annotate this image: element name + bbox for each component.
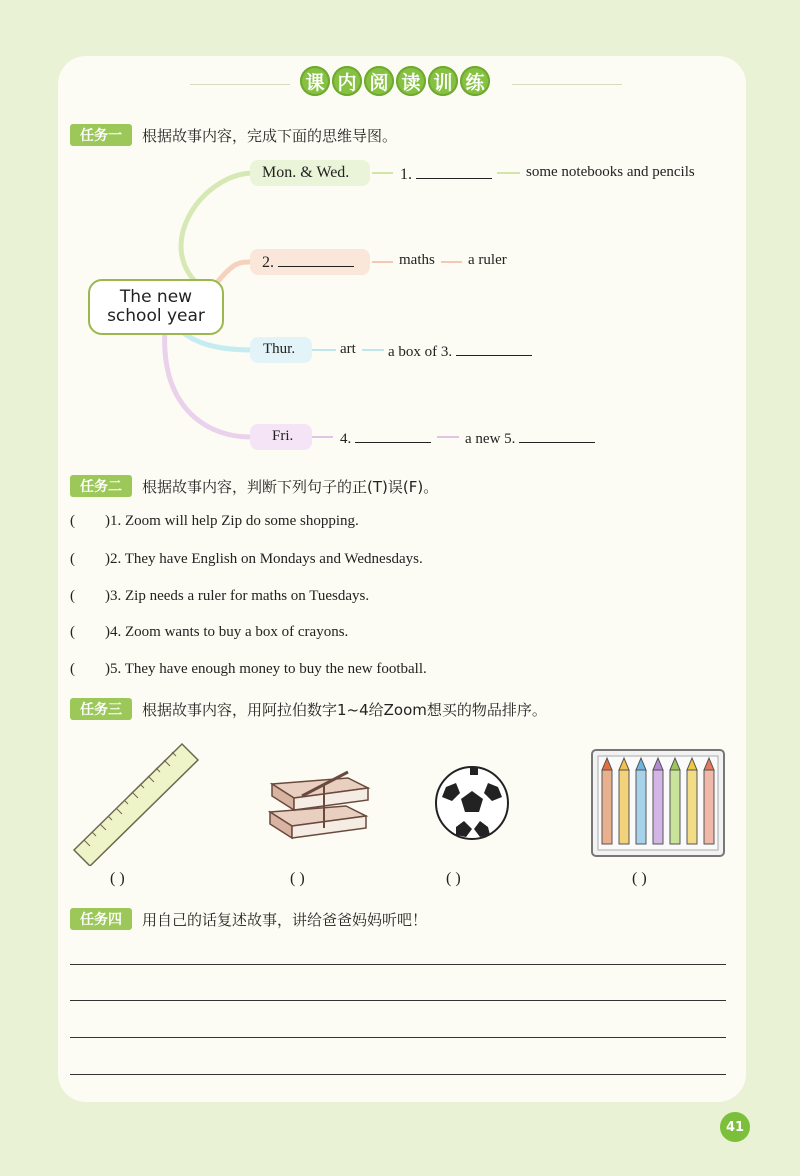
title-char: 练	[460, 66, 490, 96]
answer-blank-3[interactable]	[456, 341, 532, 356]
task4-label: 任务四	[70, 908, 132, 930]
statement-row	[70, 588, 369, 605]
branch-tue-day: 2.	[262, 252, 354, 272]
task3-instruction: 根据故事内容，用阿拉伯数字1~4给Zoom想买的物品排序。	[142, 701, 547, 719]
task3-label: 任务三	[70, 698, 132, 720]
branch-line-tue	[215, 262, 255, 285]
answer-paren[interactable]: ( )	[70, 551, 110, 567]
rank-paren-football[interactable]: ( )	[446, 870, 461, 887]
task4-instruction: 用自己的话复述故事，讲给爸爸妈妈听吧！	[142, 911, 428, 929]
branch-tue-item: a ruler	[468, 252, 507, 268]
ruler-icon	[70, 738, 202, 866]
answer-paren[interactable]: ( )	[70, 588, 110, 604]
branch-line-mon	[181, 173, 252, 290]
task2-instruction: 根据故事内容，判断下列句子的正(T)误(F)。	[142, 478, 439, 496]
statement-text: 1. Zoom will help Zip do some shopping.	[110, 513, 359, 529]
writing-line[interactable]	[70, 964, 726, 965]
branch-fri-item: a new 5.	[465, 428, 595, 448]
statement-text: 4. Zoom wants to buy a box of crayons.	[110, 624, 349, 640]
task1-instruction: 根据故事内容，完成下面的思维导图。	[142, 127, 398, 145]
statement-text: 2. They have English on Mondays and Wednesdays.	[110, 551, 423, 567]
branch-thur-day: Thur.	[263, 341, 296, 357]
statement-row	[70, 513, 359, 530]
branch-fri-subject: 4.	[340, 428, 431, 448]
answer-blank-5[interactable]	[519, 428, 595, 443]
branch-thur-subject: art	[340, 341, 356, 357]
branch-mon-day: Mon. & Wed.	[262, 164, 350, 181]
title-char: 阅	[364, 66, 394, 96]
statement-text: 5. They have enough money to buy the new football.	[110, 661, 427, 677]
rank-paren-crayons[interactable]: ( )	[632, 870, 647, 887]
answer-blank-4[interactable]	[355, 428, 431, 443]
task1-label: 任务一	[70, 124, 132, 146]
statement-text: 3. Zip needs a ruler for maths on Tuesdays.	[110, 588, 370, 604]
football-icon	[434, 765, 510, 841]
crayons-icon	[590, 748, 726, 858]
rank-paren-books[interactable]: ( )	[290, 870, 305, 887]
writing-line[interactable]	[70, 1000, 726, 1001]
writing-line[interactable]	[70, 1037, 726, 1038]
title-char: 训	[428, 66, 458, 96]
rank-paren-ruler[interactable]: ( )	[110, 870, 125, 887]
answer-blank-1[interactable]	[416, 164, 492, 179]
task2-label: 任务二	[70, 475, 132, 497]
branch-mon-item2: some notebooks and pencils	[526, 164, 695, 180]
branch-tue-subject: maths	[399, 252, 435, 268]
mindmap-branches	[0, 0, 800, 480]
title-char: 内	[332, 66, 362, 96]
branch-fri-day: Fri.	[272, 428, 294, 444]
answer-blank-2[interactable]	[278, 252, 354, 267]
title-char: 课	[300, 66, 330, 96]
writing-line[interactable]	[70, 1074, 726, 1075]
answer-paren[interactable]: ( )	[70, 624, 110, 640]
statement-row	[70, 551, 423, 568]
branch-mon-item1: 1.	[400, 164, 492, 184]
statement-row	[70, 661, 427, 678]
statement-row	[70, 624, 348, 641]
books-icon	[262, 768, 374, 840]
title-char: 读	[396, 66, 426, 96]
branch-thur-item: a box of 3.	[388, 341, 532, 361]
answer-paren[interactable]: ( )	[70, 513, 110, 529]
mindmap-center-node: The new school year	[88, 279, 224, 335]
answer-paren[interactable]: ( )	[70, 661, 110, 677]
page-number: 41	[720, 1112, 750, 1142]
